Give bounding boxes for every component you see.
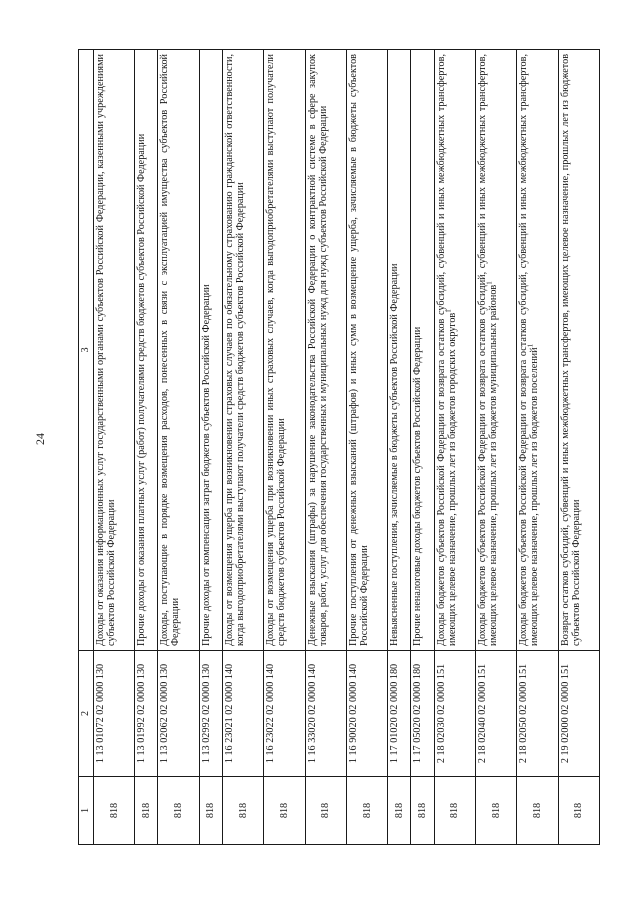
description-text: Возврат остатков субсидий, субвенций и иных межбюджетных трансфертов, имеющих целевое назначение, прошлых лет из бюджетов субъектов Российской Федерации <box>559 54 582 646</box>
admin-code-cell: 818 <box>199 777 222 845</box>
description-text: Прочие неналоговые доходы бюджетов субъектов Российской Федерации <box>412 326 424 646</box>
table-row <box>158 50 199 845</box>
admin-code-cell: 818 <box>94 777 135 845</box>
budget-code-cell: 1 16 23022 02 0000 140 <box>264 651 305 777</box>
budget-code-cell: 2 19 02000 02 0000 151 <box>558 651 599 777</box>
description-cell <box>199 50 222 651</box>
column-header-2: 2 <box>79 651 94 777</box>
budget-code-cell: 2 18 02040 02 0000 151 <box>475 651 516 777</box>
footnote-mark: 1 <box>485 281 494 285</box>
description-text: Доходы, поступающие в порядке возмещения расходов, понесенных в связи с эксплуатацией имущества субъектов Российской Федерации <box>159 54 182 646</box>
description-cell <box>517 50 558 651</box>
column-header-3: 3 <box>79 50 94 651</box>
table-row <box>94 50 135 845</box>
budget-code-cell: 1 17 05020 02 0000 180 <box>411 651 434 777</box>
description-cell <box>411 50 434 651</box>
admin-code-cell: 818 <box>305 777 346 845</box>
table-row <box>388 50 411 845</box>
table-row <box>517 50 558 845</box>
budget-code-cell: 1 13 01072 02 0000 130 <box>94 651 135 777</box>
table-row <box>199 50 222 845</box>
description-text: Прочие доходы от компенсации затрат бюджетов субъектов Российской Федерации <box>200 284 212 646</box>
description-text: Доходы бюджетов субъектов Российской Федерации от возврата остатков субсидий, субвенций и иных межбюджетных трансфертов, имеющих целевое назначение, прошлых лет из бюджетов поселений <box>518 54 541 646</box>
admin-code-cell: 818 <box>264 777 305 845</box>
table-row <box>305 50 346 845</box>
table-row <box>346 50 387 845</box>
description-text: Прочие поступления от денежных взысканий (штрафов) и иных сумм в возмещение ущерба, зачисляемые в бюджеты субъектов Российской Федерации <box>347 54 370 646</box>
budget-code-cell: 1 13 02992 02 0000 130 <box>199 651 222 777</box>
budget-code-cell: 1 13 02062 02 0000 130 <box>158 651 199 777</box>
description-text: Доходы от возмещения ущерба при возникновении иных страховых случаев, когда выгодоприобретателями выступают получатели средств бюджетов субъектов Российской Федерации <box>265 54 288 646</box>
footnote-mark: 1 <box>526 343 535 348</box>
admin-code-cell: 818 <box>411 777 434 845</box>
description-cell <box>264 50 305 651</box>
footnote-mark: 1 <box>444 309 453 313</box>
description-text: Доходы бюджетов субъектов Российской Федерации от возврата остатков субсидий, субвенций и иных межбюджетных трансфертов, имеющих целевое назначение, прошлых лет из бюджетов городских округов <box>435 54 458 646</box>
description-cell <box>388 50 411 651</box>
table-header-row <box>79 50 94 845</box>
admin-code-cell: 818 <box>388 777 411 845</box>
admin-code-cell: 818 <box>434 777 475 845</box>
table-row <box>434 50 475 845</box>
column-header-1: 1 <box>79 777 94 845</box>
admin-code-cell: 818 <box>346 777 387 845</box>
table-row <box>411 50 434 845</box>
budget-code-cell: 1 16 90020 02 0000 140 <box>346 651 387 777</box>
page-number: 24 <box>33 433 47 445</box>
description-text: Доходы от возмещения ущерба при возникновении страховых случаев по обязательному страхованию гражданской ответственности, когда выгодоприобретателями выступают получатели средств бюджетов субъектов Российской Федерации <box>223 54 246 646</box>
description-cell <box>158 50 199 651</box>
description-text: Прочие доходы от оказания платных услуг (работ) получателями средств бюджетов субъектов Российской Федерации <box>136 133 148 646</box>
table-row <box>222 50 263 845</box>
description-text: Невыясненные поступления, зачисляемые в бюджеты субъектов Российской Федерации <box>389 263 401 646</box>
description-text: Доходы от оказания информационных услуг государственными органами субъектов Российской Федерации, казенными учреждениями субъектов Российской Федерации <box>95 54 117 646</box>
budget-code-cell: 2 18 02030 02 0000 151 <box>434 651 475 777</box>
description-cell <box>475 50 516 651</box>
description-cell <box>305 50 346 651</box>
budget-code-cell: 2 18 02050 02 0000 151 <box>517 651 558 777</box>
admin-code-cell: 818 <box>158 777 199 845</box>
budget-code-cell: 1 13 01992 02 0000 130 <box>135 651 158 777</box>
description-cell <box>222 50 263 651</box>
table-row <box>135 50 158 845</box>
description-cell <box>558 50 599 651</box>
budget-code-cell: 1 17 01020 02 0000 180 <box>388 651 411 777</box>
admin-code-cell: 818 <box>558 777 599 845</box>
admin-code-cell: 818 <box>475 777 516 845</box>
budget-code-cell: 1 16 33020 02 0000 140 <box>305 651 346 777</box>
budget-code-cell: 1 16 23021 02 0000 140 <box>222 651 263 777</box>
table-row <box>475 50 516 845</box>
admin-code-cell: 818 <box>222 777 263 845</box>
rotated-table-container <box>78 50 600 845</box>
table-body <box>94 50 600 845</box>
description-cell <box>94 50 135 651</box>
table-row <box>558 50 599 845</box>
admin-code-cell: 818 <box>517 777 558 845</box>
description-cell <box>346 50 387 651</box>
description-text: Денежные взыскания (штрафы) за нарушение законодательства Российской Федерации о контрактной системе в сфере закупок товаров, работ, услуг для обеспечения государственных и муниципальных нужд для нужд субъектов Российской Федерации <box>306 54 329 646</box>
table-row <box>264 50 305 845</box>
description-text: Доходы бюджетов субъектов Российской Федерации от возврата остатков субсидий, субвенций и иных межбюджетных трансфертов, имеющих целевое назначение, прошлых лет из бюджетов муниципальных районов <box>476 54 499 646</box>
description-cell <box>434 50 475 651</box>
revenue-codes-table <box>78 49 600 845</box>
admin-code-cell: 818 <box>135 777 158 845</box>
description-cell <box>135 50 158 651</box>
